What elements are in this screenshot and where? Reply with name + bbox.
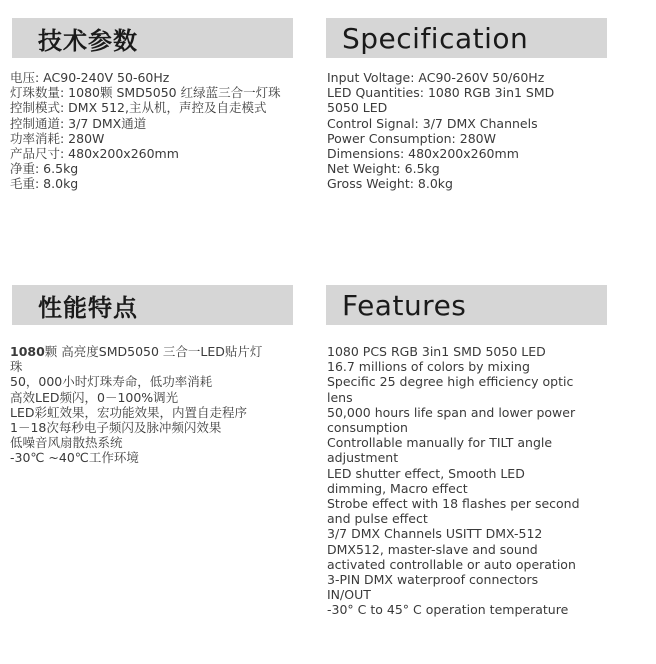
cn-feature-line: 珠 [10,359,23,375]
en-spec-line: Input Voltage: AC90-260V 50/60Hz [327,70,545,85]
en-feature-line: 16.7 millions of colors by mixing [327,359,530,375]
cn-feature-line [10,344,310,359]
en-spec-line: LED Quantities: 1080 RGB 3in1 SMD [327,85,555,101]
en-feature-line: lens [327,389,353,405]
cn-feature-line: 高效LED频闪，0－100%调光 [10,389,179,405]
cn-spec-title: 技术参数 [38,26,138,55]
en-feature-line: adjustment [327,450,399,466]
en-spec-line: Gross Weight: 8.0kg [327,176,453,192]
en-spec-line: Dimensions: 480x200x260mm [327,146,519,162]
en-spec-line: Control Signal: 3/7 DMX Channels [327,115,538,131]
en-feature-line: 3/7 DMX Channels USITT DMX-512 [327,526,543,542]
cn-spec-line: 电压: AC90-240V 50-60Hz [10,70,170,85]
en-feature-line: 50,000 hours life span and lower power [327,404,576,420]
cn-spec-line: 净重: 6.5kg [10,161,79,177]
cn-feature-text: 颗 高亮度SMD5050 三合一LED贴片灯 [44,344,263,359]
en-feature-line: -30° C to 45° C operation temperature [327,602,569,618]
en-spec-line: Power Consumption: 280W [327,130,496,146]
en-feature-line: DMX512, master-slave and sound [327,541,538,557]
cn-spec-line: 产品尺寸: 480x200x260mm [10,146,179,162]
en-spec-header [326,18,607,58]
cn-spec-header [12,18,293,58]
en-feature-line: Strobe effect with 18 flashes per second [327,496,580,512]
en-features-header [326,285,607,325]
cn-feature-line: 低噪音风扇散热系统 [10,435,123,451]
cn-spec-line: 控制通道: 3/7 DMX通道 [10,115,147,131]
cn-feature-count: 1080 [10,344,45,359]
cn-features-header [12,285,293,325]
en-spec-line: Net Weight: 6.5kg [327,161,440,177]
en-feature-line: IN/OUT [327,587,371,603]
cn-spec-line: 功率消耗: 280W [10,130,105,146]
en-feature-line: 3-PIN DMX waterproof connectors [327,572,539,588]
en-spec-title: Specification [342,21,529,55]
cn-spec-list [10,70,310,192]
cn-features-title: 性能特点 [38,293,138,322]
en-feature-line: activated controllable or auto operation [327,556,576,572]
cn-features-list [10,344,310,466]
en-feature-line: LED shutter effect, Smooth LED [327,465,525,481]
en-feature-line: 1080 PCS RGB 3in1 SMD 5050 LED [327,344,546,359]
cn-spec-line: 毛重: 8.0kg [10,176,79,192]
cn-spec-line: 控制模式: DMX 512,主从机，声控及自走模式 [10,100,267,116]
en-spec-list [327,70,627,192]
cn-feature-line: LED彩虹效果，宏功能效果，内置自走程序 [10,404,247,420]
cn-feature-line: 1－18次每秒电子频闪及脉冲频闪效果 [10,420,222,436]
en-feature-line: Controllable manually for TILT angle [327,435,553,451]
en-features-title: Features [342,288,467,322]
cn-spec-line: 灯珠数量: 1080颗 SMD5050 红绿蓝三合一灯珠 [10,85,281,101]
cn-feature-line: -30℃ ~40℃工作环境 [10,450,139,466]
en-feature-line: and pulse effect [327,511,428,527]
en-features-list [327,344,627,618]
en-feature-line: Specific 25 degree high efficiency optic [327,374,574,390]
en-spec-line: 5050 LED [327,100,388,116]
en-feature-line: dimming, Macro effect [327,480,468,496]
cn-feature-line: 50，000小时灯珠寿命，低功率消耗 [10,374,213,390]
en-feature-line: consumption [327,420,408,436]
